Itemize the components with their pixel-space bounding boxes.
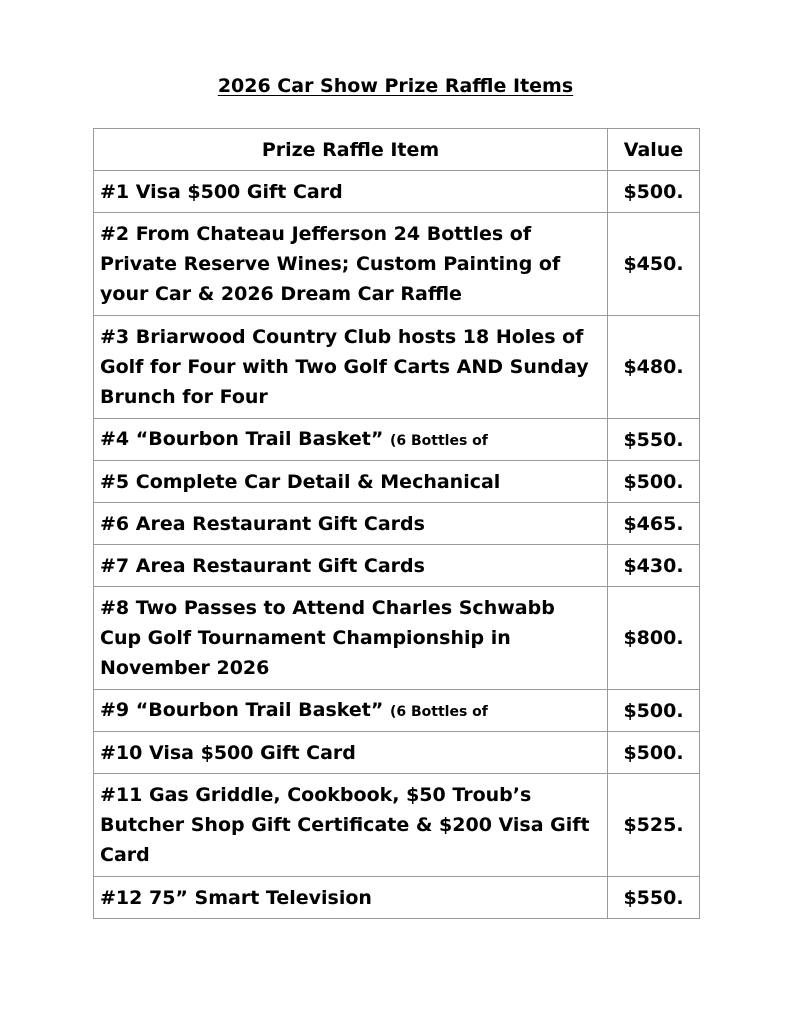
page-title: 2026 Car Show Prize Raffle Items (217, 75, 574, 97)
prize-value: $500. (608, 171, 700, 213)
prize-item: #9 “Bourbon Trail Basket” (100, 698, 390, 721)
table-row (94, 419, 700, 461)
prize-value: $800. (608, 587, 700, 690)
prize-value: $525. (608, 774, 700, 877)
prize-value: $480. (608, 316, 700, 419)
prize-item: #12 75” Smart Television (94, 877, 608, 919)
prize-value: $430. (608, 545, 700, 587)
prize-value: $550. (608, 877, 700, 919)
prize-item-cell (94, 461, 608, 503)
prize-item-cell (94, 690, 608, 732)
table-row (94, 461, 700, 503)
prize-item-suffix: (6 Bottles of (389, 703, 488, 720)
prize-item: #1 Visa $500 Gift Card (94, 171, 608, 213)
prize-item: #6 Area Restaurant Gift Cards (94, 503, 608, 545)
prize-item: #11 Gas Griddle, Cookbook, $50 Troub’s Butcher Shop Gift Certificate & $200 Visa Gift Card (94, 774, 608, 877)
prize-item: #4 “Bourbon Trail Basket” (100, 427, 390, 450)
table-row (94, 316, 700, 419)
header-item: Prize Raffle Item (94, 129, 608, 171)
prize-item-cell (94, 419, 608, 461)
table-header-row (94, 129, 700, 171)
prize-item: #3 Briarwood Country Club hosts 18 Holes of Golf for Four with Two Golf Carts AND Sunday Brunch for Four (94, 316, 608, 419)
table-row (94, 503, 700, 545)
table-row (94, 877, 700, 919)
table-row (94, 732, 700, 774)
table-row (94, 690, 700, 732)
table-row (94, 213, 700, 316)
prize-item: #7 Area Restaurant Gift Cards (94, 545, 608, 587)
prize-value: $450. (608, 213, 700, 316)
prize-value: $500. (608, 732, 700, 774)
table-row (94, 171, 700, 213)
header-value: Value (608, 129, 700, 171)
table-row (94, 545, 700, 587)
prize-item-suffix: (6 Bottles of (389, 432, 488, 449)
prize-item: #10 Visa $500 Gift Card (94, 732, 608, 774)
prize-item: #8 Two Passes to Attend Charles Schwabb Cup Golf Tournament Championship in November 2026 (94, 587, 608, 690)
prize-item: #5 Complete Car Detail (100, 470, 358, 493)
table-row (94, 774, 700, 877)
prize-table (93, 128, 700, 919)
prize-value: $500. (608, 690, 700, 732)
prize-item-suffix: & Mechanical (357, 470, 501, 493)
prize-value: $465. (608, 503, 700, 545)
prize-item: #2 From Chateau Jefferson 24 Bottles of Private Reserve Wines; Custom Painting of your Car & 2026 Dream Car Raffle (94, 213, 608, 316)
prize-value: $500. (608, 461, 700, 503)
prize-value: $550. (608, 419, 700, 461)
table-row (94, 587, 700, 690)
